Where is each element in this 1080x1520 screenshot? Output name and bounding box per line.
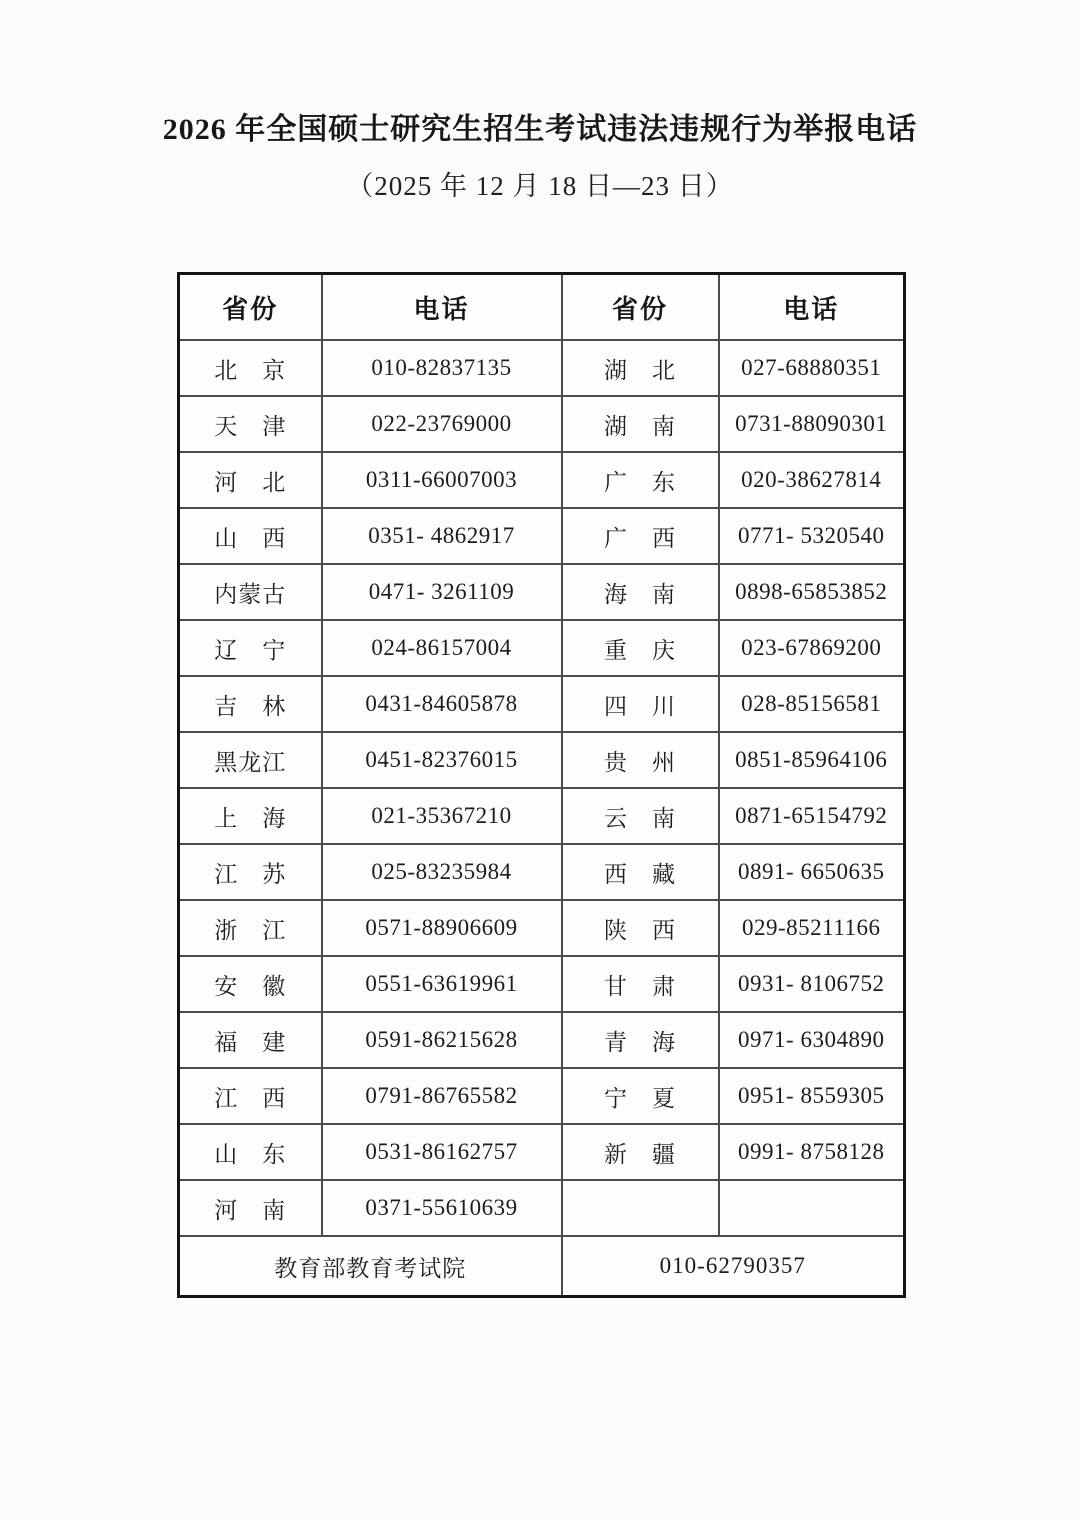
table-row: [179, 1180, 905, 1236]
province-cell-left: 黑龙江: [179, 732, 322, 788]
header-cell-phone-right: 电话: [719, 274, 905, 341]
province-cell-right: 湖 南: [562, 396, 719, 452]
phone-cell-right: 028-85156581: [719, 676, 905, 732]
province-cell-right: 重 庆: [562, 620, 719, 676]
table-row: [179, 620, 905, 676]
province-cell-left: 吉 林: [179, 676, 322, 732]
table-body: [179, 340, 905, 1236]
province-cell-left: 江 苏: [179, 844, 322, 900]
province-cell-left: 内蒙古: [179, 564, 322, 620]
province-cell-right: 云 南: [562, 788, 719, 844]
phone-cell-left: 0791-86765582: [322, 1068, 562, 1124]
phone-cell-right: 0951- 8559305: [719, 1068, 905, 1124]
table-header-row: [179, 274, 905, 341]
phone-cell-right: 029-85211166: [719, 900, 905, 956]
province-cell-left: 上 海: [179, 788, 322, 844]
province-cell-right: 广 西: [562, 508, 719, 564]
phone-cell-right: 0898-65853852: [719, 564, 905, 620]
phone-cell-left: 0591-86215628: [322, 1012, 562, 1068]
phone-cell-left: 010-82837135: [322, 340, 562, 396]
province-cell-right: 西 藏: [562, 844, 719, 900]
phone-cell-left: 0431-84605878: [322, 676, 562, 732]
phone-cell-right: 0871-65154792: [719, 788, 905, 844]
header-cell-province-right: 省份: [562, 274, 719, 341]
province-cell-left: 福 建: [179, 1012, 322, 1068]
phone-cell-right: 0991- 8758128: [719, 1124, 905, 1180]
phone-cell-left: 0311-66007003: [322, 452, 562, 508]
phone-cell-left: 0471- 3261109: [322, 564, 562, 620]
phone-cell-left: 0371-55610639: [322, 1180, 562, 1236]
province-cell-right: 湖 北: [562, 340, 719, 396]
province-cell-left: 江 西: [179, 1068, 322, 1124]
province-cell-left: 浙 江: [179, 900, 322, 956]
province-cell-left: 河 南: [179, 1180, 322, 1236]
province-cell-right: [562, 1180, 719, 1236]
province-cell-left: 天 津: [179, 396, 322, 452]
page-subtitle: （2025 年 12 月 18 日—23 日）: [346, 171, 734, 201]
table-row: [179, 676, 905, 732]
table-row: [179, 1068, 905, 1124]
table-row: [179, 956, 905, 1012]
header-cell-phone-left: 电话: [322, 274, 562, 341]
footer-agency-cell: 教育部教育考试院: [179, 1236, 562, 1297]
phone-cell-right: [719, 1180, 905, 1236]
province-cell-left: 山 东: [179, 1124, 322, 1180]
phone-cell-right: 0771- 5320540: [719, 508, 905, 564]
province-cell-left: 河 北: [179, 452, 322, 508]
phone-cell-left: 025-83235984: [322, 844, 562, 900]
footer-phone-cell: 010-62790357: [562, 1236, 905, 1297]
phone-cell-right: 0931- 8106752: [719, 956, 905, 1012]
table-row: [179, 340, 905, 396]
province-cell-right: 广 东: [562, 452, 719, 508]
phone-cell-left: 0531-86162757: [322, 1124, 562, 1180]
province-cell-left: 辽 宁: [179, 620, 322, 676]
table-row: [179, 1124, 905, 1180]
province-cell-right: 青 海: [562, 1012, 719, 1068]
province-cell-right: 陕 西: [562, 900, 719, 956]
table-row: [179, 732, 905, 788]
phone-cell-right: 0891- 6650635: [719, 844, 905, 900]
phone-cell-left: 022-23769000: [322, 396, 562, 452]
phone-cell-left: 021-35367210: [322, 788, 562, 844]
province-cell-right: 宁 夏: [562, 1068, 719, 1124]
phone-cell-right: 020-38627814: [719, 452, 905, 508]
phone-cell-right: 023-67869200: [719, 620, 905, 676]
phone-cell-left: 0551-63619961: [322, 956, 562, 1012]
table-row: [179, 900, 905, 956]
table-row: [179, 788, 905, 844]
document-page: [0, 108, 1080, 1520]
table-row: [179, 396, 905, 452]
phone-cell-left: 0451-82376015: [322, 732, 562, 788]
province-cell-left: 安 徽: [179, 956, 322, 1012]
phone-cell-right: 0971- 6304890: [719, 1012, 905, 1068]
province-cell-right: 贵 州: [562, 732, 719, 788]
table-row: [179, 452, 905, 508]
phone-cell-right: 027-68880351: [719, 340, 905, 396]
phone-cell-right: 0851-85964106: [719, 732, 905, 788]
province-cell-right: 四 川: [562, 676, 719, 732]
table-row: [179, 564, 905, 620]
header-cell-province-left: 省份: [179, 274, 322, 341]
phone-cell-left: 024-86157004: [322, 620, 562, 676]
province-cell-left: 山 西: [179, 508, 322, 564]
table-row: [179, 508, 905, 564]
phone-cell-left: 0351- 4862917: [322, 508, 562, 564]
page-title: 2026 年全国硕士研究生招生考试违法违规行为举报电话: [162, 113, 918, 146]
province-cell-right: 甘 肃: [562, 956, 719, 1012]
table-row: [179, 844, 905, 900]
province-cell-right: 新 疆: [562, 1124, 719, 1180]
phone-cell-left: 0571-88906609: [322, 900, 562, 956]
table-row: [179, 1012, 905, 1068]
province-cell-right: 海 南: [562, 564, 719, 620]
province-cell-left: 北 京: [179, 340, 322, 396]
table-footer-row: [179, 1236, 905, 1297]
hotline-table: [177, 272, 906, 1298]
phone-cell-right: 0731-88090301: [719, 396, 905, 452]
